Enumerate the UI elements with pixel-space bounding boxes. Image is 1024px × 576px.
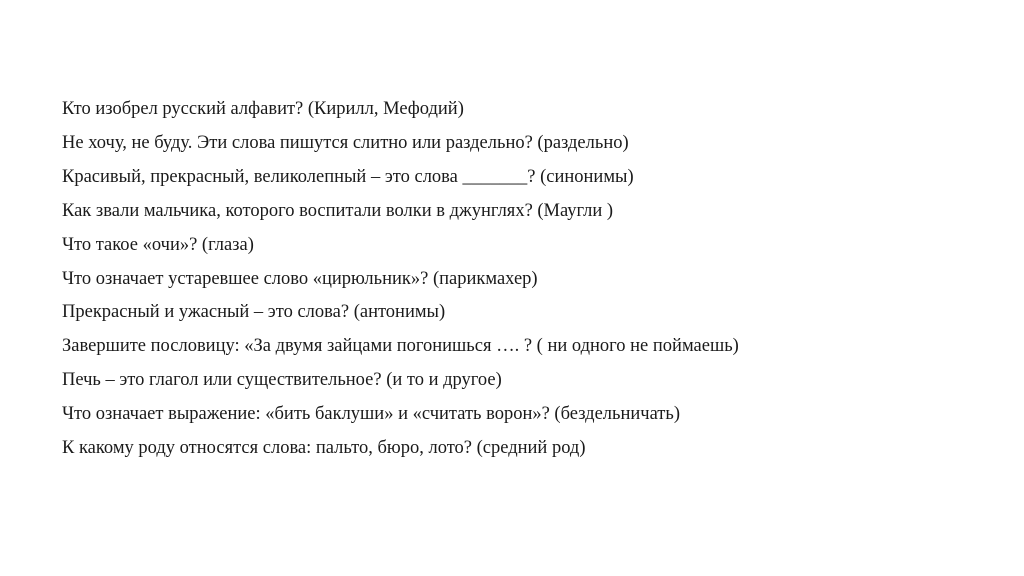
question-line-6: Что означает устаревшее слово «цирюльник»? (парикмахер) [62, 268, 538, 289]
question-list [62, 93, 739, 466]
question-line-5: Что такое «очи»? (глаза) [62, 234, 254, 255]
question-line-3: Красивый, прекрасный, великолепный – это слова _______? (синонимы) [62, 166, 634, 187]
question-line-10: Что означает выражение: «бить баклуши» и «считать ворон»? (бездельничать) [62, 404, 680, 425]
question-line-1: Кто изобрел русский алфавит? (Кирилл, Мефодий) [62, 99, 464, 119]
question-line-9: Печь – это глагол или существительное? (и то и другое) [62, 370, 502, 391]
question-line-7: Прекрасный и ужасный – это слова? (антонимы) [62, 302, 446, 323]
question-line-4: Как звали мальчика, которого воспитали волки в джунглях? (Маугли ) [62, 200, 614, 221]
question-line-11: К какому роду относятся слова: пальто, бюро, лото? (средний род) [62, 438, 586, 459]
question-line-8: Завершите пословицу: «За двумя зайцами погонишься …. ? ( ни одного не поймаешь) [62, 336, 739, 357]
question-line-2: Не хочу, не буду. Эти слова пишутся слитно или раздельно? (раздельно) [62, 132, 629, 153]
